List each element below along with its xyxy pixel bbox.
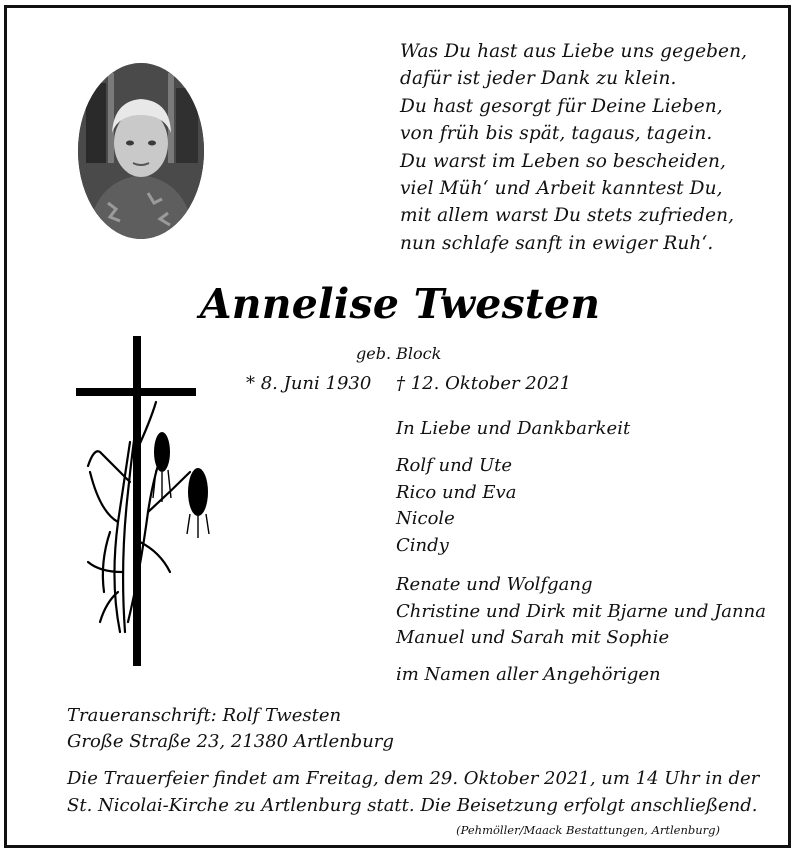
poem	[400, 38, 780, 257]
portrait-photo	[78, 63, 204, 239]
mourners-closing: im Namen aller Angehörigen	[396, 664, 661, 685]
deceased-name: Annelise Twesten	[199, 280, 601, 328]
poem-line: mit allem warst Du stets zufrieden,	[400, 205, 735, 227]
mourner-line: Christine und Dirk mit Bjarne und Janna	[396, 600, 766, 622]
mourners-group-2	[396, 572, 766, 652]
funeral-home-credit: (Pehmöller/Maack Bestattungen, Artlenburg)	[456, 823, 720, 837]
mourners-group-1	[396, 453, 516, 560]
poem-line: Du hast gesorgt für Deine Lieben,	[400, 95, 723, 117]
ceremony-info	[67, 765, 759, 819]
born-name: geb. Block	[356, 344, 442, 363]
address-line: Große Straße 23, 21380 Artlenburg	[67, 731, 394, 752]
ceremony-line: St. Nicolai-Kirche zu Artlenburg statt. Die Beisetzung erfolgt anschließend.	[67, 795, 758, 816]
mourner-line: Renate und Wolfgang	[396, 574, 593, 595]
poem-line: Du warst im Leben so bescheiden,	[400, 150, 727, 172]
mourner-line: Nicole	[396, 508, 455, 530]
ceremony-line: Die Trauerfeier findet am Freitag, dem 29. Oktober 2021, um 14 Uhr in der	[67, 768, 760, 789]
mourner-line: Rolf und Ute	[396, 455, 513, 476]
mourner-line: Manuel und Sarah mit Sophie	[396, 627, 670, 649]
mourning-address	[67, 703, 394, 755]
mourner-line: Rico und Eva	[396, 481, 517, 503]
mourner-line: Cindy	[396, 535, 449, 557]
address-line: Traueranschrift: Rolf Twesten	[67, 705, 342, 726]
poem-line: von früh bis spät, tagaus, tagein.	[400, 123, 713, 145]
mourners-intro: In Liebe und Dankbarkeit	[396, 418, 631, 439]
death-date: † 12. Oktober 2021	[396, 373, 572, 394]
cross-with-wheat-icon	[70, 332, 220, 672]
poem-line: nun schlafe sanft in ewiger Ruh‘.	[400, 232, 714, 254]
poem-line: viel Müh‘ und Arbeit kanntest Du,	[400, 178, 723, 200]
poem-line: dafür ist jeder Dank zu klein.	[400, 68, 677, 90]
birth-date: * 8. Juni 1930	[246, 373, 372, 394]
poem-line: Was Du hast aus Liebe uns gegeben,	[400, 41, 748, 62]
